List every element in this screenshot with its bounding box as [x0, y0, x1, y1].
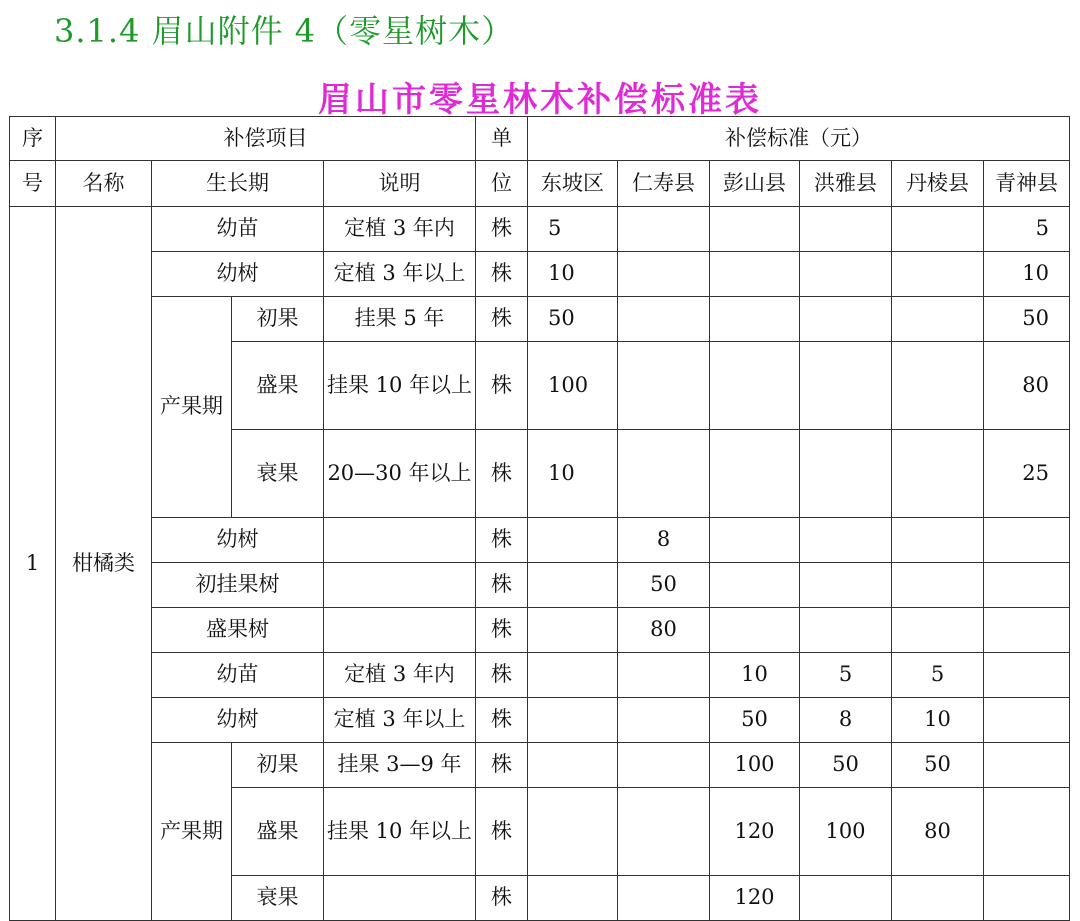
value-cell [618, 430, 710, 518]
value-cell: 50 [800, 743, 892, 788]
value-cell: 8 [800, 698, 892, 743]
value-cell: 10 [528, 252, 618, 297]
value-cell: 100 [800, 788, 892, 876]
note-cell [324, 876, 476, 921]
value-cell [892, 430, 984, 518]
value-cell [984, 743, 1070, 788]
value-cell: 50 [710, 698, 800, 743]
stage-cell: 幼树 [152, 252, 324, 297]
value-cell [892, 608, 984, 653]
table-row [10, 207, 1070, 252]
unit-cell: 株 [476, 297, 528, 342]
table-row [10, 608, 1070, 653]
value-cell [618, 876, 710, 921]
unit-cell: 株 [476, 518, 528, 563]
value-cell [618, 743, 710, 788]
value-cell [892, 207, 984, 252]
unit-cell: 株 [476, 698, 528, 743]
header-district-renshou: 仁寿县 [618, 161, 710, 207]
stage-cell: 盛果 [232, 342, 324, 430]
value-cell [984, 698, 1070, 743]
table-row [10, 563, 1070, 608]
value-cell: 5 [984, 207, 1070, 252]
value-cell [710, 252, 800, 297]
header-unit-top: 单 [476, 117, 528, 161]
note-cell [324, 608, 476, 653]
header-standard: 补偿标准（元） [528, 117, 1070, 161]
value-cell: 10 [892, 698, 984, 743]
value-cell [892, 563, 984, 608]
value-cell [984, 876, 1070, 921]
value-cell: 80 [984, 342, 1070, 430]
value-cell [984, 563, 1070, 608]
value-cell: 80 [892, 788, 984, 876]
value-cell: 100 [528, 342, 618, 430]
stage-cell: 初果 [232, 297, 324, 342]
value-cell [984, 608, 1070, 653]
value-cell: 50 [528, 297, 618, 342]
unit-cell: 株 [476, 207, 528, 252]
table-row [10, 653, 1070, 698]
value-cell [528, 518, 618, 563]
value-cell [710, 207, 800, 252]
note-cell [324, 518, 476, 563]
value-cell [618, 698, 710, 743]
value-cell [984, 518, 1070, 563]
value-cell [800, 207, 892, 252]
value-cell: 100 [710, 743, 800, 788]
value-cell [618, 297, 710, 342]
unit-cell: 株 [476, 342, 528, 430]
value-cell [528, 608, 618, 653]
value-cell [528, 653, 618, 698]
value-cell [710, 430, 800, 518]
section-heading: 3.1.4 眉山附件 4（零星树木） [54, 12, 515, 50]
value-cell: 10 [984, 252, 1070, 297]
value-cell [710, 297, 800, 342]
note-cell: 20—30 年以上 [324, 430, 476, 518]
note-cell: 挂果 3—9 年 [324, 743, 476, 788]
value-cell [710, 563, 800, 608]
value-cell [618, 653, 710, 698]
stage-cell: 盛果树 [152, 608, 324, 653]
value-cell: 5 [892, 653, 984, 698]
value-cell [618, 788, 710, 876]
value-cell [528, 563, 618, 608]
table-title: 眉山市零星林木补偿标准表 [318, 80, 762, 120]
value-cell [892, 876, 984, 921]
value-cell: 120 [710, 788, 800, 876]
stage-cell: 衰果 [232, 430, 324, 518]
note-cell: 挂果 10 年以上 [324, 342, 476, 430]
value-cell [800, 518, 892, 563]
value-cell: 25 [984, 430, 1070, 518]
stage-cell: 衰果 [232, 876, 324, 921]
value-cell: 10 [710, 653, 800, 698]
value-cell [710, 518, 800, 563]
header-seq-top: 序 [10, 117, 56, 161]
header-name: 名称 [56, 161, 152, 207]
unit-cell: 株 [476, 430, 528, 518]
value-cell [710, 342, 800, 430]
header-row-2 [10, 161, 1070, 207]
note-cell: 定植 3 年内 [324, 207, 476, 252]
value-cell [984, 788, 1070, 876]
table-row [10, 518, 1070, 563]
stage-cell: 初果 [232, 743, 324, 788]
value-cell [618, 342, 710, 430]
unit-cell: 株 [476, 653, 528, 698]
header-growth: 生长期 [152, 161, 324, 207]
header-seq-bottom: 号 [10, 161, 56, 207]
table-row [10, 297, 1070, 342]
note-cell [324, 563, 476, 608]
value-cell: 5 [528, 207, 618, 252]
value-cell [528, 698, 618, 743]
value-cell [618, 207, 710, 252]
unit-cell: 株 [476, 876, 528, 921]
value-cell [618, 252, 710, 297]
stage-cell: 幼树 [152, 518, 324, 563]
header-note: 说明 [324, 161, 476, 207]
stage-cell: 幼苗 [152, 653, 324, 698]
value-cell [528, 743, 618, 788]
value-cell [892, 342, 984, 430]
header-row-1 [10, 117, 1070, 161]
fruiting-period-label: 产果期 [152, 297, 232, 518]
header-district-hongya: 洪雅县 [800, 161, 892, 207]
stage-cell: 幼树 [152, 698, 324, 743]
stage-cell: 初挂果树 [152, 563, 324, 608]
stage-cell: 盛果 [232, 788, 324, 876]
value-cell [984, 653, 1070, 698]
value-cell: 8 [618, 518, 710, 563]
table-row [10, 743, 1070, 788]
value-cell [528, 876, 618, 921]
value-cell [800, 342, 892, 430]
note-cell: 定植 3 年以上 [324, 698, 476, 743]
value-cell [892, 252, 984, 297]
value-cell [800, 608, 892, 653]
value-cell: 50 [892, 743, 984, 788]
table-row [10, 252, 1070, 297]
value-cell: 50 [618, 563, 710, 608]
value-cell [800, 563, 892, 608]
header-unit-bottom: 位 [476, 161, 528, 207]
unit-cell: 株 [476, 563, 528, 608]
note-cell: 定植 3 年以上 [324, 252, 476, 297]
unit-cell: 株 [476, 608, 528, 653]
header-district-dongpo: 东坡区 [528, 161, 618, 207]
unit-cell: 株 [476, 788, 528, 876]
value-cell: 50 [984, 297, 1070, 342]
value-cell [800, 430, 892, 518]
value-cell [710, 608, 800, 653]
group-seq: 1 [10, 207, 56, 921]
value-cell [800, 876, 892, 921]
unit-cell: 株 [476, 252, 528, 297]
fruiting-period-label: 产果期 [152, 743, 232, 921]
compensation-table [9, 116, 1070, 921]
value-cell [892, 518, 984, 563]
value-cell [528, 788, 618, 876]
group-name: 柑橘类 [56, 207, 152, 921]
note-cell: 定植 3 年内 [324, 653, 476, 698]
header-project: 补偿项目 [56, 117, 476, 161]
value-cell [892, 297, 984, 342]
table-row [10, 698, 1070, 743]
value-cell: 5 [800, 653, 892, 698]
value-cell [800, 297, 892, 342]
note-cell: 挂果 5 年 [324, 297, 476, 342]
value-cell: 80 [618, 608, 710, 653]
unit-cell: 株 [476, 743, 528, 788]
value-cell: 10 [528, 430, 618, 518]
note-cell: 挂果 10 年以上 [324, 788, 476, 876]
stage-cell: 幼苗 [152, 207, 324, 252]
value-cell: 120 [710, 876, 800, 921]
header-district-danling: 丹棱县 [892, 161, 984, 207]
header-district-pengshan: 彭山县 [710, 161, 800, 207]
header-district-qingshen: 青神县 [984, 161, 1070, 207]
value-cell [800, 252, 892, 297]
